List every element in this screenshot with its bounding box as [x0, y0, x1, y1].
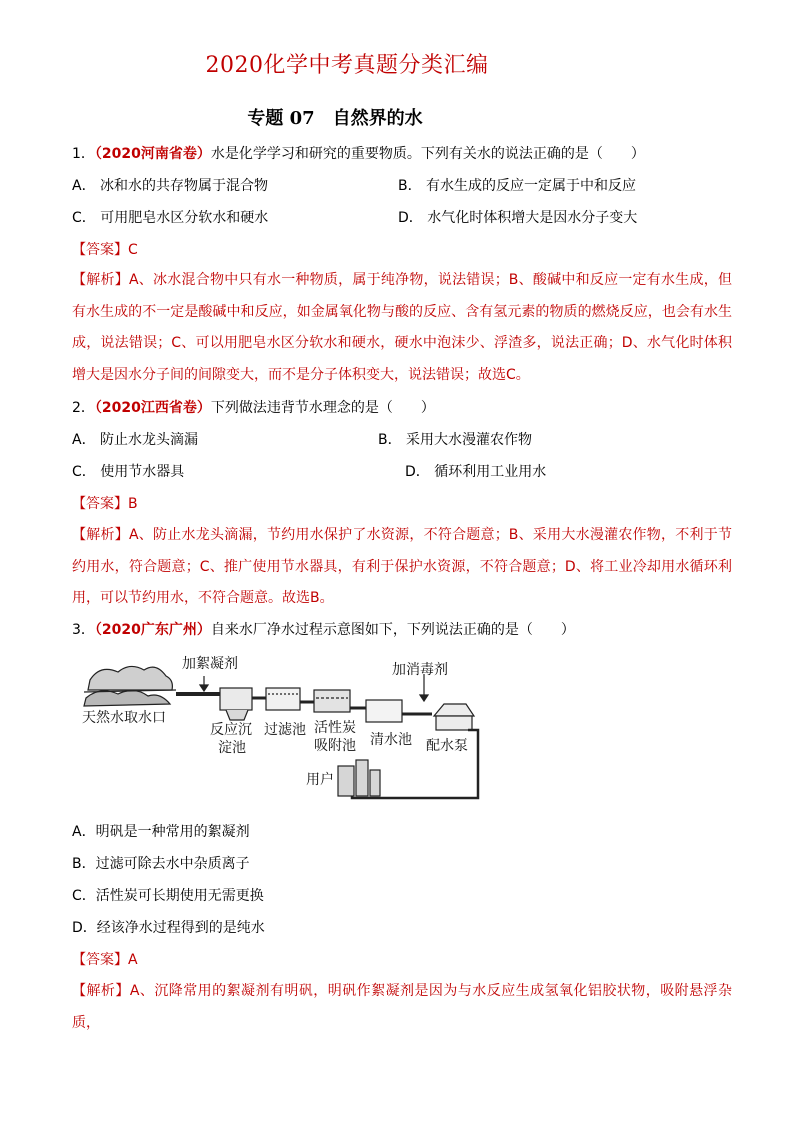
question-number: 3．	[72, 622, 95, 638]
option-a: A． 冰和水的共存物属于混合物	[72, 178, 269, 194]
option-c: C．活性炭可长期使用无需更换	[72, 888, 264, 904]
coagulant-arrow-icon	[200, 676, 208, 691]
option-a: A．明矾是一种常用的絮凝剂	[72, 824, 250, 840]
answer-label: 【答案】	[72, 496, 128, 512]
document-title: 2020化学中考真题分类汇编	[205, 53, 489, 78]
topic-title: 专题 07 自然界的水	[247, 108, 423, 129]
analysis-text: A、沉降常用的絮凝剂有明矾，明矾作絮凝剂是因为与水反应生成氢氧化铝胶状物，吸附悬浮杂质，	[72, 983, 733, 1031]
filter-tank-icon	[266, 688, 300, 710]
disinfectant-arrow-icon	[420, 674, 428, 701]
option-d: D．经该净水过程得到的是纯水	[72, 920, 265, 936]
option-b: B． 采用大水漫灌农作物	[378, 432, 533, 448]
question-1-stem	[72, 144, 645, 164]
analysis-text: A、冰水混合物中只有水一种物质，属于纯净物，说法错误；B、酸碱中和反应一定有水生成，但有水生成的不一定是酸碱中和反应，如金属氧化物与酸的反应、含有氢元素的物质的燃烧反应，也会有水生成，说法错误；C、可以用肥皂水区分软水和硬水，硬水中泡沫少、浮渣多，说法正确；D、水气化时体积增大是因水分子间的间隙变大，而不是分子体积变大，说法错误；故选C。	[72, 272, 732, 383]
label-coagulant: 加絮凝剂	[182, 656, 238, 672]
analysis-label: 【解析】	[72, 527, 129, 543]
analysis-text: A、防止水龙头滴漏，节约用水保护了水资源，不符合题意；B、采用大水漫灌农作物，不利于节约用水，符合题意；C、推广使用节水器具，有利于保护水资源，不符合题意；D、将工业冷却用水循环利用，可以节约用水，不符合题意。故选B。	[72, 527, 732, 606]
option-d: D． 水气化时体积增大是因水分子变大	[398, 210, 638, 226]
reaction-tank-icon	[220, 688, 252, 720]
label-clear: 清水池	[370, 732, 412, 748]
question-2-stem	[72, 398, 435, 418]
analysis-3	[72, 976, 732, 1039]
question-source: （2020广东广州）	[94, 622, 211, 638]
question-source: （2020江西省卷）	[94, 400, 211, 416]
label-pump: 配水泵	[426, 738, 468, 754]
clear-water-tank-icon	[366, 700, 402, 722]
pump-house-icon	[434, 704, 474, 730]
answer-value: C	[128, 242, 138, 258]
option-a: A． 防止水龙头滴漏	[72, 432, 199, 448]
label-carbon-1: 活性炭	[314, 720, 356, 736]
question-source: （2020河南省卷）	[94, 146, 211, 162]
question-number: 1．	[72, 146, 95, 162]
label-reaction-1: 反应沉	[210, 722, 252, 738]
label-intake: 天然水取水口	[82, 710, 166, 726]
user-buildings-icon	[338, 760, 380, 796]
question-text: 水是化学学习和研究的重要物质。下列有关水的说法正确的是（ ）	[210, 146, 645, 162]
analysis-label: 【解析】	[72, 272, 129, 288]
answer-value: A	[128, 952, 138, 968]
answer-label: 【答案】	[72, 242, 128, 258]
answer-3	[72, 950, 138, 970]
answer-2	[72, 494, 138, 514]
question-text: 自来水厂净水过程示意图如下，下列说法正确的是（ ）	[210, 622, 575, 638]
option-b: B．过滤可除去水中杂质离子	[72, 856, 250, 872]
analysis-2	[72, 520, 732, 615]
question-number: 2．	[72, 400, 95, 416]
label-user: 用户	[306, 772, 334, 788]
label-disinfectant: 加消毒剂	[392, 662, 448, 678]
answer-label: 【答案】	[72, 952, 128, 968]
option-d: D． 循环利用工业用水	[405, 464, 547, 480]
label-carbon-2: 吸附池	[314, 738, 356, 754]
carbon-tank-icon	[314, 690, 350, 712]
analysis-label: 【解析】	[72, 983, 130, 999]
answer-1	[72, 240, 138, 260]
question-3-stem	[72, 620, 575, 640]
option-c: C． 使用节水器具	[72, 464, 185, 480]
label-filter: 过滤池	[264, 722, 306, 738]
label-reaction-2: 淀池	[218, 740, 246, 756]
answer-value: B	[128, 496, 138, 512]
water-treatment-diagram	[82, 652, 482, 804]
intake-terrain-icon	[84, 666, 176, 706]
option-b: B． 有水生成的反应一定属于中和反应	[398, 178, 637, 194]
option-c: C． 可用肥皂水区分软水和硬水	[72, 210, 269, 226]
analysis-1	[72, 265, 732, 391]
question-text: 下列做法违背节水理念的是（ ）	[210, 400, 435, 416]
